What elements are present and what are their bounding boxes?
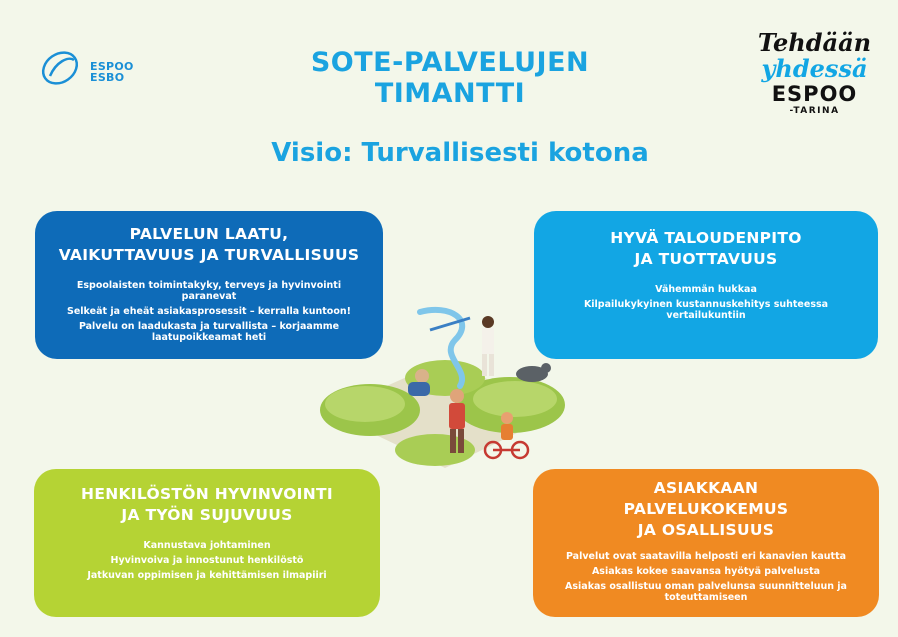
list-item: Vähemmän hukkaa [655, 284, 757, 295]
staff-heading-line-1: HENKILÖSTÖN HYVINVOINTI [81, 485, 333, 503]
park-scene-illustration [310, 300, 580, 470]
economy-heading [534, 228, 878, 270]
customer-card [533, 469, 879, 617]
staff-list [34, 540, 380, 581]
staff-heading [34, 484, 380, 526]
economy-heading-line-1: HYVÄ TALOUDENPITO [610, 229, 802, 247]
customer-heading-line-1: ASIAKKAAN [653, 479, 759, 497]
quality-heading-line-2: VAIKUTTAVUUS JA TURVALLISUUS [58, 246, 360, 264]
vision-heading: Visio: Turvallisesti kotona [271, 138, 649, 168]
tehdaan-yhdessa-logo [742, 30, 887, 116]
espoo-logo [38, 46, 138, 90]
diamond-illustration [310, 300, 580, 470]
list-item: Espoolaisten toimintakyky, terveys ja hyvinvointi paranevat [76, 280, 342, 302]
list-item: Jatkuvan oppimisen ja kehittämisen ilmapiiri [87, 570, 327, 581]
brand-line-4: -TARINA [789, 106, 840, 116]
brand-line-3: ESPOO [771, 82, 858, 106]
list-item: Palvelu on laadukasta ja turvallista – korjaamme laatupoikkeamat heti [78, 321, 340, 343]
list-item: Kilpailukykyinen kustannuskehitys suhteessa vertailukuntiin [583, 299, 829, 321]
quality-heading-line-1: PALVELUN LAATU, [129, 225, 289, 243]
customer-heading-line-3: JA OSALLISUUS [637, 521, 775, 539]
page-title-line-2: TIMANTTI [374, 78, 526, 109]
quality-heading [35, 224, 383, 266]
page-title-line-1: SOTE-PALVELUJEN [310, 47, 590, 78]
espoo-swirl-icon [38, 46, 86, 90]
list-item: Kannustava johtaminen [143, 540, 271, 551]
logo-line-1: ESPOO [90, 60, 134, 73]
economy-card [534, 211, 878, 359]
list-item: Asiakas osallistuu oman palvelunsa suunnitteluun ja toteuttamiseen [565, 581, 847, 603]
customer-heading-line-2: PALVELUKOKEMUS [623, 500, 789, 518]
list-item: Selkeät ja eheät asiakasprosessit – kerralla kuntoon! [67, 306, 351, 317]
espoo-logo-text [90, 61, 134, 83]
list-item: Asiakas kokee saavansa hyötyä palvelusta [591, 566, 821, 577]
list-item: Hyvinvoiva ja innostunut henkilöstö [110, 555, 304, 566]
logo-line-2: ESBO [90, 71, 125, 84]
staff-heading-line-2: JA TYÖN SUJUVUUS [121, 506, 293, 524]
brand-line-1: Tehdään [757, 28, 872, 57]
brand-line-2: yhdessä [761, 54, 868, 83]
economy-heading-line-2: JA TUOTTAVUUS [634, 250, 778, 268]
customer-list [533, 551, 879, 603]
staff-card [34, 469, 380, 617]
economy-list [534, 284, 878, 321]
customer-heading [533, 478, 879, 541]
list-item: Palvelut ovat saatavilla helposti eri kanavien kautta [565, 551, 847, 562]
